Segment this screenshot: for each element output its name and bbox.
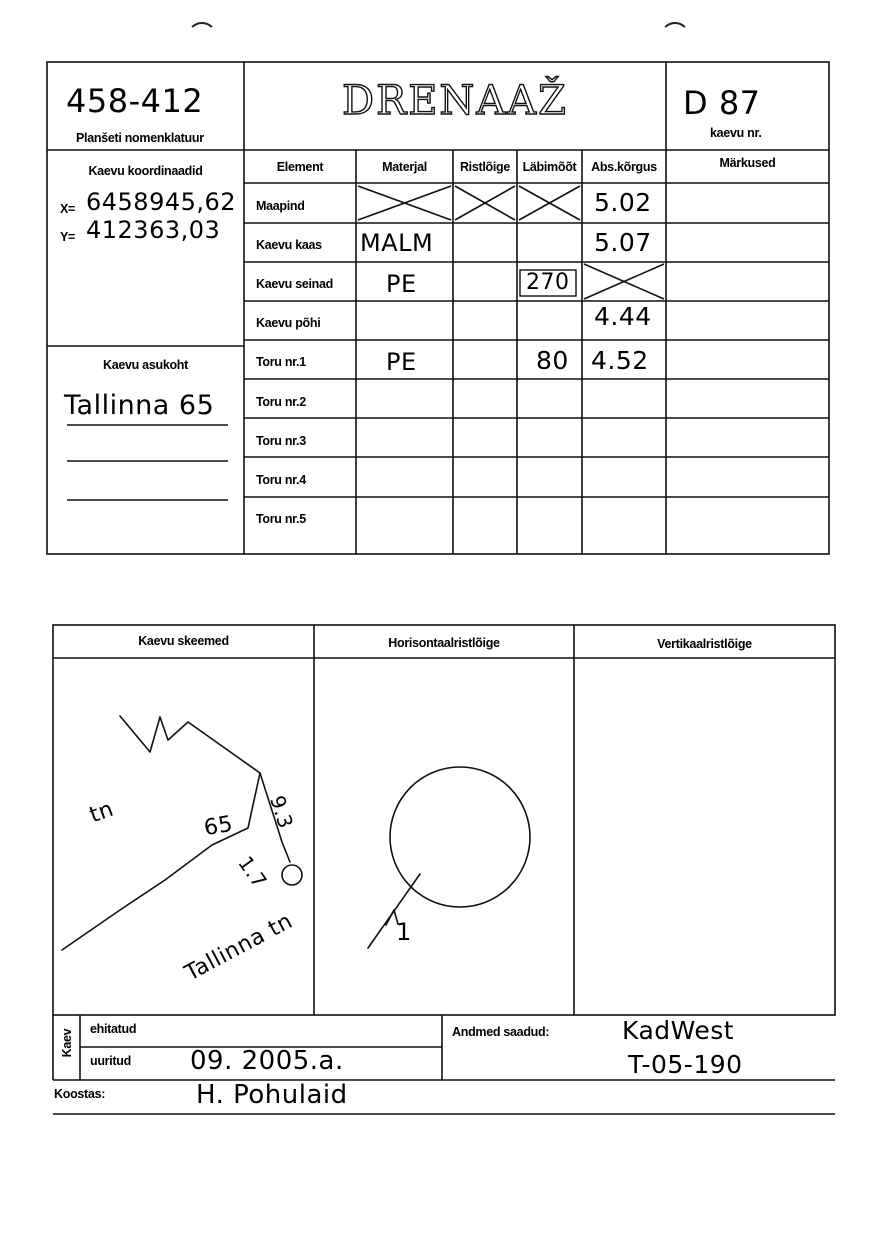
sheet-number: 458-412: [66, 82, 204, 120]
x-coordinate: 6458945,62: [86, 188, 237, 216]
sketch-house-number: 65: [202, 811, 235, 842]
sketch-distance-a: 9.3: [265, 792, 299, 832]
row-label: Maapind: [256, 199, 305, 213]
vertical-section-title: Vertikaalristlõige: [657, 637, 752, 651]
maapind-abs-height: 5.02: [594, 188, 652, 217]
surveyed-label: uuritud: [90, 1054, 131, 1068]
row-label: Toru nr.3: [256, 434, 306, 448]
horizontal-section-title: Horisontaalristlõige: [388, 636, 500, 650]
author-label: Koostas:: [54, 1087, 106, 1101]
kaas-material: MALM: [360, 229, 434, 257]
kaas-abs-height: 5.07: [594, 228, 652, 257]
well-label: kaevu nr.: [710, 126, 762, 140]
data-label: Andmed saadud:: [452, 1025, 550, 1039]
seinad-diameter: 270: [526, 270, 570, 295]
well-symbol: [282, 865, 302, 885]
sketch-street-tn: tn: [86, 796, 118, 829]
sketch-street-name: Tallinna tn: [181, 908, 298, 987]
sheet-label: Planšeti nomenklatuur: [76, 131, 204, 145]
page-title: DRENAAŽ: [342, 78, 568, 124]
location-value: Tallinna 65: [64, 390, 215, 421]
y-prefix: Y=: [60, 230, 76, 244]
row-label: Kaevu seinad: [256, 277, 333, 291]
sketch-distance-b: 1.7: [233, 851, 273, 893]
data-source: KadWest: [622, 1016, 735, 1045]
pohi-abs-height: 4.44: [594, 302, 652, 331]
seinad-material: PE: [386, 270, 417, 298]
toru1-abs-height: 4.52: [591, 346, 649, 375]
y-coordinate: 412363,03: [86, 216, 221, 244]
row-label: Toru nr.4: [256, 473, 306, 487]
toru1-diameter: 80: [536, 346, 569, 375]
data-reference: T-05-190: [628, 1050, 743, 1079]
surveyed-date: 09. 2005.a.: [190, 1046, 344, 1076]
location-label: Kaevu asukoht: [102, 358, 189, 372]
header-abs-height: Abs.kõrgus: [591, 160, 657, 174]
header-cross-section: Ristlõige: [459, 160, 511, 174]
row-label: Toru nr.1: [256, 355, 306, 369]
x-prefix: X=: [60, 202, 76, 216]
header-notes: Märkused: [719, 156, 776, 170]
scheme-title: Kaevu skeemed: [138, 634, 229, 648]
row-label: Kaevu kaas: [256, 238, 322, 252]
row-label: Toru nr.5: [256, 512, 306, 526]
header-material: Materjal: [382, 160, 427, 174]
row-label: Toru nr.2: [256, 395, 306, 409]
author-name: H. Pohulaid: [196, 1080, 348, 1110]
well-side-label: Kaev: [60, 1028, 74, 1058]
pipe-number: 1: [396, 918, 412, 946]
header-diameter: Läbimõõt: [522, 160, 577, 174]
toru1-material: PE: [386, 348, 417, 376]
well-number: D 87: [683, 84, 761, 122]
header-element: Element: [276, 160, 324, 174]
row-label: Kaevu põhi: [256, 316, 321, 330]
built-label: ehitatud: [90, 1022, 137, 1036]
coordinates-label: Kaevu koordinaadid: [88, 164, 203, 178]
